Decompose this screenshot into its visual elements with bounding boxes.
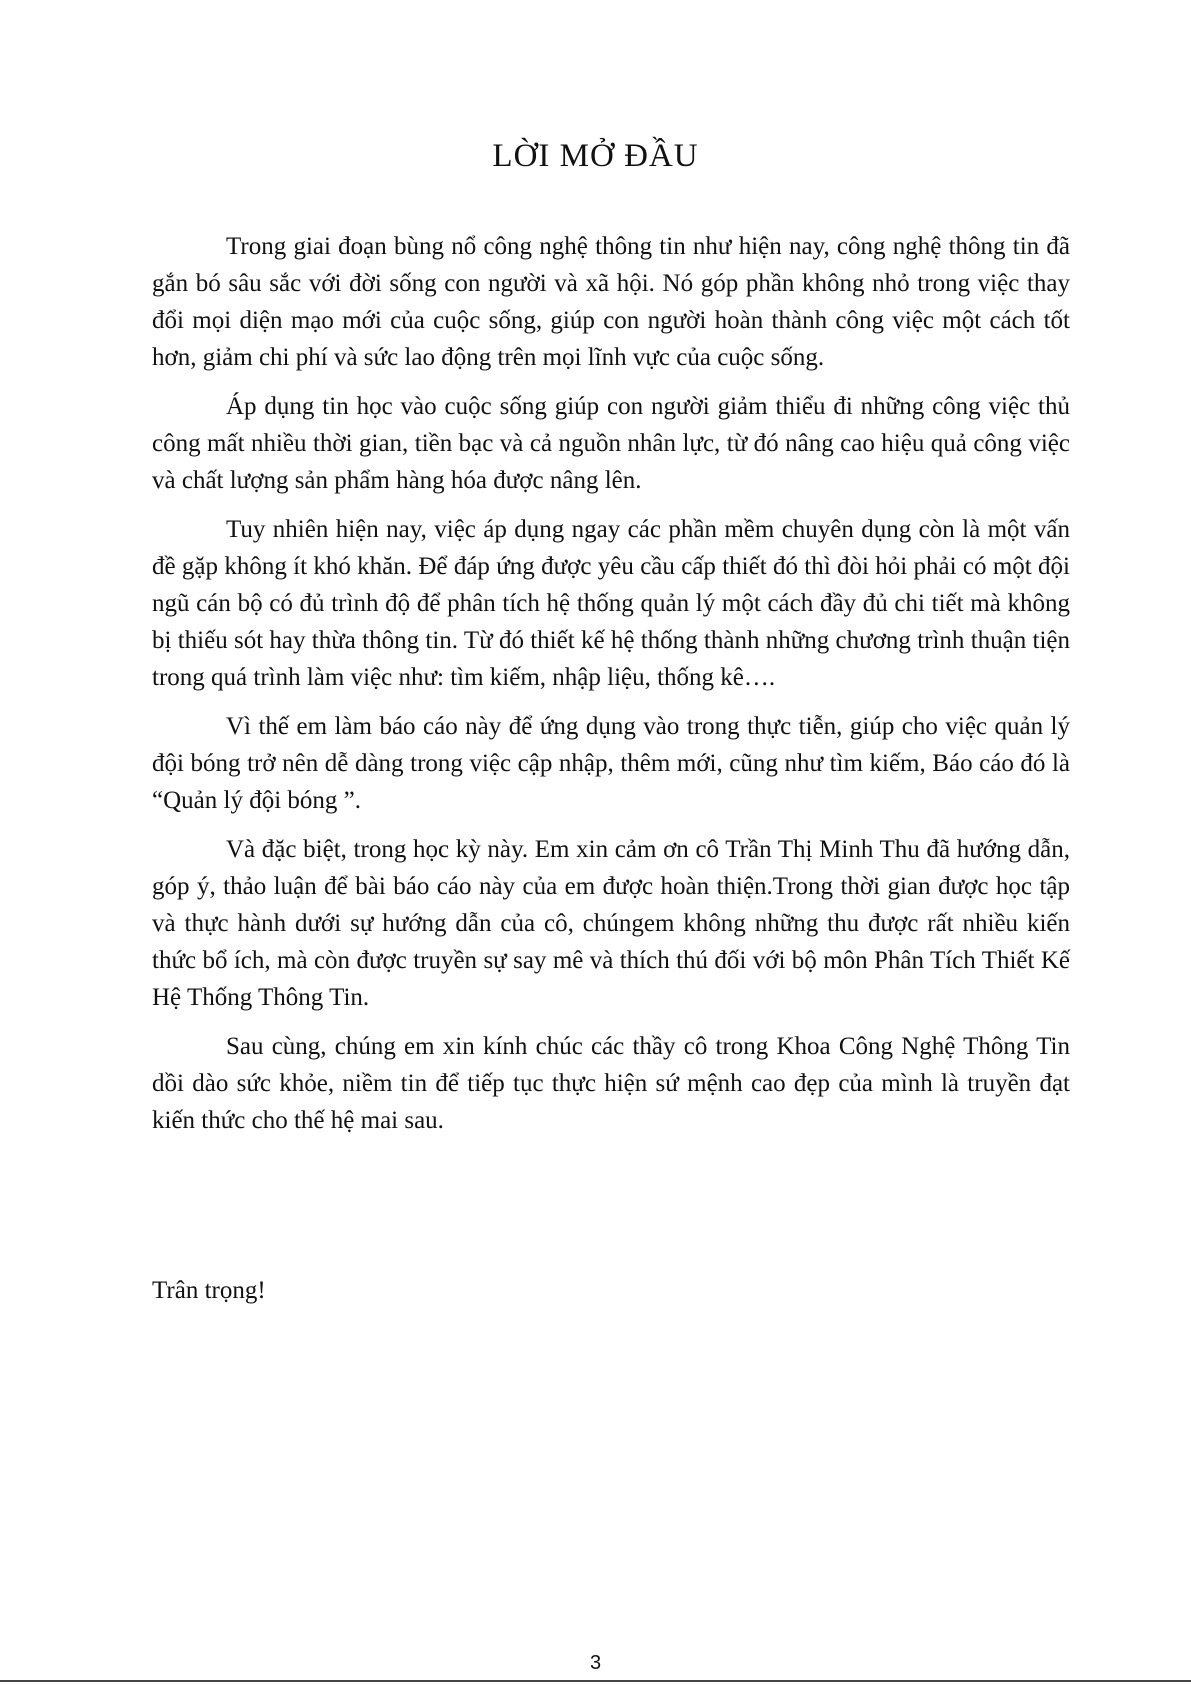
page-number: 3	[589, 1652, 602, 1674]
body-text	[152, 228, 1070, 1151]
page-title: LỜI MỞ ĐẦU	[492, 138, 699, 174]
paragraph-report-purpose: Vì thế em làm báo cáo này để ứng dụng vào trong thực tiễn, giúp cho việc quản lý đội bóng trở nên dễ dàng trong việc cập nhập, thêm mới, cũng như tìm kiếm, Báo cáo đó là “Quản lý đội bóng ”.	[152, 713, 1070, 814]
paragraph-applications: Áp dụng tin học vào cuộc sống giúp con người giảm thiểu đi những công việc thủ công mất nhiều thời gian, tiền bạc và cả nguồn nhân lực, từ đó nâng cao hiệu quả công việc và chất lượng sản phẩm hàng hóa được nâng lên.	[152, 393, 1070, 494]
bottom-divider	[0, 1680, 1191, 1682]
closing-salutation: Trân trọng!	[152, 1277, 266, 1304]
paragraph-intro: Trong giai đoạn bùng nổ công nghệ thông tin như hiện nay, công nghệ thông tin đã gắn bó sâu sắc với đời sống con người và xã hội. Nó góp phần không nhỏ trong việc thay đổi mọi diện mạo mới của cuộc sống, giúp con người hoàn thành công việc một cách tốt hơn, giảm chi phí và sức lao động trên mọi lĩnh vực của cuộc sống.	[152, 233, 1070, 371]
paragraph-acknowledgement: Và đặc biệt, trong học kỳ này. Em xin cảm ơn cô Trần Thị Minh Thu đã hướng dẫn, góp ý, thảo luận để bài báo cáo này của em được hoàn thiện.Trong thời gian được học tập và thực hành dưới sự hướng dẫn của cô, chúngem không những thu được rất nhiều kiến thức bổ ích, mà còn được truyền sự say mê và thích thú đối với bộ môn Phân Tích Thiết Kế Hệ Thống Thông Tin.	[152, 836, 1070, 1011]
paragraph-wishes: Sau cùng, chúng em xin kính chúc các thầy cô trong Khoa Công Nghệ Thông Tin dồi dào sức khỏe, niềm tin để tiếp tục thực hiện sứ mệnh cao đẹp của mình là truyền đạt kiến thức cho thế hệ mai sau.	[152, 1033, 1070, 1134]
paragraph-challenges: Tuy nhiên hiện nay, việc áp dụng ngay các phần mềm chuyên dụng còn là một vấn đề gặp không ít khó khăn. Để đáp ứng được yêu cầu cấp thiết đó thì đòi hỏi phải có một đội ngũ cán bộ có đủ trình độ để phân tích hệ thống quản lý một cách đầy đủ chi tiết mà không bị thiếu sót hay thừa thông tin. Từ đó thiết kế hệ thống thành những chương trình thuận tiện trong quá trình làm việc như: tìm kiếm, nhập liệu, thống kê….	[152, 516, 1070, 691]
